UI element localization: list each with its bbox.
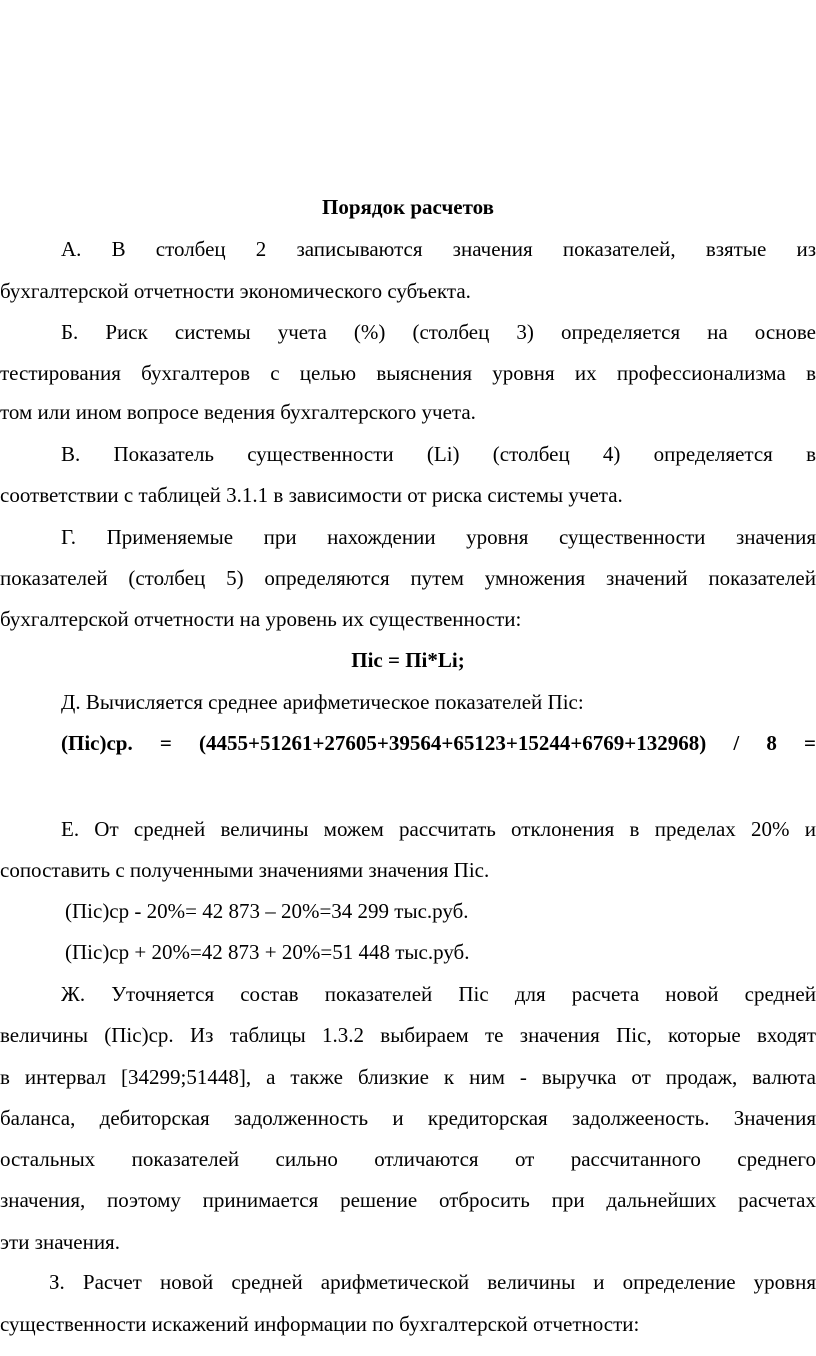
paragraph-z-line-2: существенности искажений информации по бухгалтерской отчетности: xyxy=(0,1312,640,1336)
paragraph-z-line-1: З. Расчет новой средней арифметической величины и определение уровня xyxy=(49,1270,816,1294)
paragraph-g-line-1: Г. Применяемые при нахождении уровня существенности значения xyxy=(61,525,816,549)
paragraph-e-line-2: сопоставить с полученными значениями значения Піс. xyxy=(0,858,490,882)
paragraph-d-line-1: Д. Вычисляется среднее арифметическое показателей Піс: xyxy=(61,690,584,714)
formula-upper-bound: (Піс)ср + 20%=42 873 + 20%=51 448 тыс.руб. xyxy=(65,940,470,964)
paragraph-zh-line-2: величины (Піс)ср. Из таблицы 1.3.2 выбираем те значения Піс, которые входят xyxy=(0,1023,816,1047)
paragraph-a-line-2: бухгалтерской отчетности экономического субъекта. xyxy=(0,279,471,303)
paragraph-b-line-3: том или ином вопросе ведения бухгалтерского учета. xyxy=(0,400,476,424)
paragraph-zh-line-1: Ж. Уточняется состав показателей Піс для расчета новой средней xyxy=(61,982,816,1006)
paragraph-a-line-1: А. В столбец 2 записываются значения показателей, взятые из xyxy=(61,237,816,261)
formula-average: (Піс)ср. = (4455+51261+27605+39564+65123+15244+6769+132968) / 8 = xyxy=(61,731,816,755)
paragraph-v-line-1: В. Показатель существенности (Li) (столбец 4) определяется в xyxy=(61,442,816,466)
paragraph-zh-line-7: эти значения. xyxy=(0,1230,120,1254)
paragraph-g-line-3: бухгалтерской отчетности на уровень их существенности: xyxy=(0,607,522,631)
paragraph-g-line-2: показателей (столбец 5) определяются путем умножения значений показателей xyxy=(0,566,816,590)
paragraph-b-line-1: Б. Риск системы учета (%) (столбец 3) определяется на основе xyxy=(61,320,816,344)
paragraph-v-line-2: соответствии с таблицей 3.1.1 в зависимости от риска системы учета. xyxy=(0,483,623,507)
paragraph-b-line-2: тестирования бухгалтеров с целью выяснения уровня их профессионализма в xyxy=(0,361,816,385)
formula-lower-bound: (Піс)ср - 20%= 42 873 – 20%=34 299 тыс.руб. xyxy=(65,899,469,923)
paragraph-zh-line-4: баланса, дебиторская задолженность и кредиторская задолжееность. Значения xyxy=(0,1106,816,1130)
paragraph-zh-line-5: остальных показателей сильно отличаются от рассчитанного среднего xyxy=(0,1147,816,1171)
document-title: Порядок расчетов xyxy=(322,195,494,219)
paragraph-zh-line-6: значения, поэтому принимается решение отбросить при дальнейших расчетах xyxy=(0,1188,816,1212)
formula-pis: Піс = Пі*Li; xyxy=(351,648,465,672)
paragraph-zh-line-3: в интервал [34299;51448], а также близкие к ним - выручка от продаж, валюта xyxy=(0,1065,816,1089)
paragraph-e-line-1: Е. От средней величины можем рассчитать отклонения в пределах 20% и xyxy=(61,817,816,841)
